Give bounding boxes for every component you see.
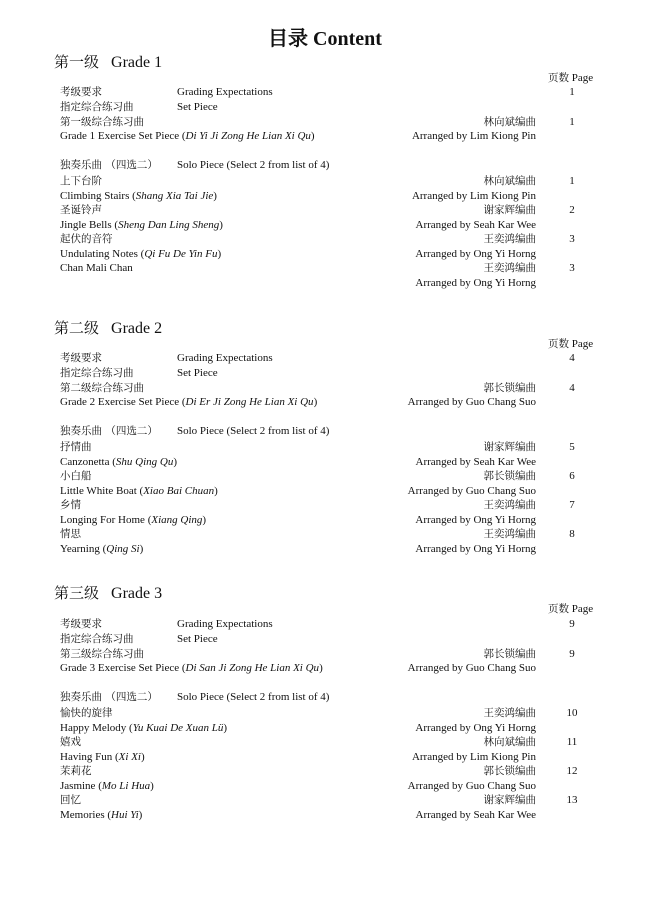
- page-number: 6: [569, 470, 575, 482]
- arranger-en: Arranged by Ong Yi Horng: [415, 277, 536, 289]
- entry-title-en: Longing For Home (Xiang Qing): [60, 514, 207, 526]
- grade-heading-en: Grade 1: [111, 54, 163, 71]
- entry-title-en: Canzonetta (Shu Qing Qu): [60, 456, 178, 468]
- entry-title-en: Happy Melody (Yu Kuai De Xuan Lü): [60, 722, 228, 734]
- solo-piece-en-row: [60, 513, 590, 528]
- entry-title-zh: 乡情: [60, 499, 81, 511]
- arranger-zh: 郭长锁编曲: [483, 381, 536, 394]
- arranger-en: Arranged by Seah Kar Wee: [415, 456, 536, 468]
- entry-title-en: Yearning (Qing Si): [60, 543, 144, 555]
- entry-title-en: Memories (Hui Yi): [60, 809, 143, 821]
- arranger-en: Arranged by Guo Chang Suo: [407, 485, 536, 497]
- set-piece-row[interactable]: [60, 381, 590, 396]
- entry-title-en: Grade 2 Exercise Set Piece (Di Er Ji Zong He Lian Xi Qu): [60, 396, 318, 408]
- arranger-zh: 林向斌编曲: [483, 736, 536, 748]
- page-column-header: [548, 71, 593, 85]
- set-piece-en-row: [60, 661, 590, 676]
- arranger-en: Arranged by Guo Chang Suo: [407, 662, 536, 674]
- arranger-en: Arranged by Ong Yi Horng: [415, 514, 536, 526]
- page-number: 11: [566, 736, 578, 748]
- arranger-zh: 郭长锁编曲: [483, 765, 536, 777]
- section-label-en: Set Piece: [177, 633, 218, 645]
- page-number: 5: [569, 441, 575, 453]
- arranger-zh: 郭长锁编曲: [483, 470, 536, 482]
- page-column-header: [548, 337, 593, 351]
- page-header-zh: 页数: [548, 72, 569, 84]
- arranger-en: Arranged by Ong Yi Horng: [415, 248, 536, 260]
- grading-expectations-row[interactable]: [60, 85, 590, 100]
- solo-piece-en-row: [60, 218, 590, 233]
- solo-piece-row[interactable]: [60, 793, 590, 808]
- grading-expectations-row[interactable]: [60, 617, 590, 632]
- arranger-en: Arranged by Seah Kar Wee: [415, 219, 536, 231]
- section-label-zh: 独奏乐曲 （四选二）: [60, 425, 158, 437]
- set-piece-label-row: [60, 100, 590, 115]
- solo-label-row: [60, 158, 590, 173]
- solo-piece-en-row: [60, 542, 590, 557]
- arranger-zh: 王奕鸿编曲: [483, 707, 536, 719]
- arranger-en: Arranged by Lim Kiong Pin: [411, 130, 536, 142]
- solo-piece-en-row: [60, 750, 590, 765]
- solo-piece-row[interactable]: [60, 469, 590, 484]
- solo-piece-row[interactable]: [60, 735, 590, 750]
- page-number: 13: [566, 794, 578, 806]
- entry-title-zh: 小白船: [60, 470, 92, 482]
- entry-title-zh: 考级要求: [60, 86, 102, 98]
- entry-title-en: Grading Expectations: [177, 86, 273, 98]
- entry-title-zh: 嬉戏: [60, 736, 81, 748]
- arranger-en: Arranged by Lim Kiong Pin: [411, 751, 536, 763]
- solo-piece-en-row: [60, 276, 590, 291]
- entry-title-en: Grading Expectations: [177, 618, 273, 630]
- section-label-zh: 独奏乐曲 （四选二）: [60, 691, 158, 703]
- entry-title-en: Grading Expectations: [177, 352, 273, 364]
- section-label-en: Set Piece: [177, 101, 218, 113]
- arranger-zh: 王奕鸿编曲: [483, 528, 536, 540]
- entry-title-zh: 情思: [60, 528, 81, 540]
- solo-piece-row[interactable]: [60, 527, 590, 542]
- set-piece-label-row: [60, 632, 590, 647]
- arranger-en: Arranged by Ong Yi Horng: [415, 722, 536, 734]
- page-column-header: [548, 602, 593, 616]
- entry-title-zh: 回忆: [60, 794, 81, 806]
- entry-title-zh: 茉莉花: [60, 765, 92, 777]
- entry-title-en: Having Fun (Xi Xi): [60, 751, 145, 763]
- entry-title-en: Little White Boat (Xiao Bai Chuan): [60, 485, 218, 497]
- entry-title-zh: 圣诞铃声: [60, 204, 102, 216]
- arranger-en: Arranged by Seah Kar Wee: [415, 809, 536, 821]
- arranger-zh: 谢家辉编曲: [483, 794, 536, 806]
- solo-piece-en-row: [60, 247, 590, 262]
- section-label-en: Solo Piece (Select 2 from list of 4): [177, 425, 330, 437]
- solo-piece-en-row: [60, 779, 590, 794]
- solo-piece-en-row: [60, 455, 590, 470]
- arranger-zh: 林向斌编曲: [483, 175, 536, 187]
- entry-title-zh: 第二级综合练习曲: [60, 381, 144, 394]
- page-number: 3: [569, 262, 575, 274]
- solo-piece-row[interactable]: [60, 174, 590, 189]
- grading-expectations-row[interactable]: [60, 351, 590, 366]
- grade-heading-zh: 第二级: [54, 319, 100, 337]
- page-number: 3: [569, 233, 575, 245]
- arranger-en: Arranged by Lim Kiong Pin: [411, 190, 536, 202]
- section-label-en: Solo Piece (Select 2 from list of 4): [177, 159, 330, 171]
- solo-piece-row[interactable]: [60, 440, 590, 455]
- entry-title-zh: 起伏的音符: [60, 233, 113, 245]
- entry-title-en: Grade 1 Exercise Set Piece (Di Yi Ji Zong He Lian Xi Qu): [60, 130, 315, 142]
- grade-heading-zh: 第三级: [54, 584, 100, 602]
- solo-label-row: [60, 690, 590, 705]
- page-number: 12: [566, 765, 578, 777]
- set-piece-en-row: [60, 129, 590, 144]
- grade-2-heading: [54, 318, 162, 339]
- solo-piece-row[interactable]: [60, 764, 590, 779]
- section-label-zh: 独奏乐曲 （四选二）: [60, 159, 158, 171]
- entry-title-zh: 上下台阶: [60, 175, 102, 187]
- entry-title-en: Climbing Stairs (Shang Xia Tai Jie): [60, 190, 217, 202]
- grade-1-heading: [54, 52, 162, 73]
- toc-title: 目录 Content: [268, 28, 382, 50]
- page-number: 10: [566, 707, 578, 719]
- solo-piece-en-row: [60, 721, 590, 736]
- page-number: 8: [569, 528, 575, 540]
- page-header-zh: 页数: [548, 338, 569, 350]
- arranger-zh: 王奕鸿编曲: [483, 233, 536, 245]
- entry-title-zh: 第三级综合练习曲: [60, 647, 144, 660]
- solo-piece-en-row: [60, 484, 590, 499]
- entry-title-en: Undulating Notes (Qi Fu De Yin Fu): [60, 248, 222, 260]
- page-header-zh: 页数: [548, 603, 569, 615]
- page-number: 1: [569, 175, 575, 187]
- arranger-zh: 谢家辉编曲: [483, 441, 536, 453]
- grade-heading-en: Grade 3: [111, 585, 163, 602]
- solo-piece-row[interactable]: [60, 261, 590, 276]
- page-number: 7: [569, 499, 575, 511]
- arranger-en: Arranged by Guo Chang Suo: [407, 780, 536, 792]
- arranger-zh: 林向斌编曲: [483, 115, 536, 128]
- solo-piece-row[interactable]: [60, 498, 590, 513]
- solo-piece-row[interactable]: [60, 706, 590, 721]
- set-piece-row[interactable]: [60, 115, 590, 130]
- grade-heading-en: Grade 2: [111, 320, 163, 337]
- page-number: 9: [569, 618, 575, 630]
- page-number: 4: [569, 352, 575, 364]
- entry-title-zh: 愉快的旋律: [60, 707, 113, 719]
- grade-3-heading: [54, 583, 162, 604]
- entry-title-zh: 抒情曲: [60, 441, 92, 453]
- arranger-zh: 王奕鸿编曲: [483, 499, 536, 511]
- page-number: 4: [569, 381, 575, 394]
- section-label-zh: 指定综合练习曲: [60, 633, 134, 645]
- arranger-zh: 王奕鸿编曲: [483, 262, 536, 274]
- page-number: 1: [569, 115, 575, 128]
- entry-title-en: Jasmine (Mo Li Hua): [60, 780, 154, 792]
- section-label-en: Set Piece: [177, 367, 218, 379]
- page-header-en: Page: [571, 72, 594, 84]
- page-number: 1: [569, 86, 575, 98]
- page-number: 2: [569, 204, 575, 216]
- solo-piece-row[interactable]: [60, 203, 590, 218]
- set-piece-row[interactable]: [60, 647, 590, 662]
- entry-title-en: Grade 3 Exercise Set Piece (Di San Ji Zong He Lian Xi Qu): [60, 662, 323, 674]
- section-label-zh: 指定综合练习曲: [60, 367, 134, 379]
- arranger-en: Arranged by Ong Yi Horng: [415, 543, 536, 555]
- page-header-en: Page: [571, 338, 594, 350]
- arranger-zh: 郭长锁编曲: [483, 647, 536, 660]
- solo-piece-row[interactable]: [60, 232, 590, 247]
- solo-piece-en-row: [60, 808, 590, 823]
- section-label-en: Solo Piece (Select 2 from list of 4): [177, 691, 330, 703]
- set-piece-label-row: [60, 366, 590, 381]
- set-piece-en-row: [60, 395, 590, 410]
- entry-title: Chan Mali Chan: [60, 262, 133, 274]
- entry-title-en: Jingle Bells (Sheng Dan Ling Sheng): [60, 219, 223, 231]
- entry-title-zh: 考级要求: [60, 618, 102, 630]
- solo-piece-en-row: [60, 189, 590, 204]
- page-number: 9: [569, 647, 575, 660]
- section-label-zh: 指定综合练习曲: [60, 101, 134, 113]
- entry-title-zh: 第一级综合练习曲: [60, 115, 144, 128]
- page-header-en: Page: [571, 603, 594, 615]
- entry-title-zh: 考级要求: [60, 352, 102, 364]
- solo-label-row: [60, 424, 590, 439]
- arranger-zh: 谢家辉编曲: [483, 204, 536, 216]
- grade-heading-zh: 第一级: [54, 53, 100, 71]
- arranger-en: Arranged by Guo Chang Suo: [407, 396, 536, 408]
